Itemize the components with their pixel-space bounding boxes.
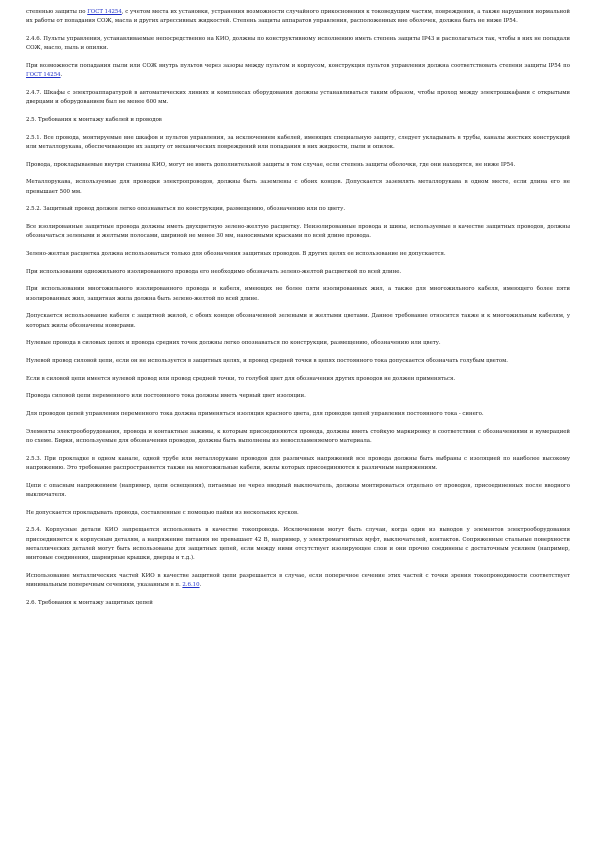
paragraph-text: Цепи с опасным напряжением (например, цепи освещения), питаемые не через вводный выключатель, должны монтироваться отдельно от проводов, присоединенных после вводного выключателя. (26, 482, 570, 498)
paragraph-p21 (26, 482, 570, 501)
paragraph-text: 2.6. Требования к монтажу защитных цепей (26, 599, 153, 606)
paragraph-p1 (26, 35, 570, 54)
paragraph-p22 (26, 509, 570, 518)
paragraph-text: При использовании одножильного изолированного провода его необходимо обозначать зелено-желтой расцветкой по всей длине. (26, 268, 402, 275)
paragraph-text: Зелено-желтая расцветка должна использоваться только для обозначения защитных проводов. В других целях ее использование не допускается. (26, 250, 446, 257)
paragraph-text: 2.5.2. Защитный провод должен легко опознаваться по конструкции, размещению, обозначению или по цвету. (26, 206, 346, 213)
paragraph-p18 (26, 410, 570, 419)
paragraph-text: 2.5. Требования к монтажу кабелей и проводов (26, 116, 162, 123)
paragraph-p5 (26, 134, 570, 153)
paragraph-text: 2.4.6. Пульты управления, устанавливаемые непосредственно на КИО, должны по конструктивному исполнению иметь степень защиты IP43 и располагаться так, чтобы в них не попадали СОЖ, масло, пыль и опилки. (26, 35, 570, 52)
paragraph-p6 (26, 161, 570, 170)
paragraph-text: , с учетом места их установки, устранения возможности случайного прикосновения к токоведущим частям, повреждения, а также нарушения нормальной их работы от попадания СОЖ, масла и других агрессивных жидкостей. Степень защиты аппаратов управления, расположенных вне оболочек, должна быть не ниже IP54. (26, 9, 570, 25)
paragraph-text: Для проводов цепей управления переменного тока должна применяться изоляция красного цвета, для проводов цепей управления постоянного тока - синего. (26, 411, 484, 418)
paragraph-text: 2.5.1. Все провода, монтируемые вне шкафов и пультов управления, за исключением кабелей, имеющих специальную защиту, следует укладывать в трубы, каналы жестких конструкций или металлорукава, обеспечивающие их защиту от механических повреждений или попадания в них жидкости, пыли и опилок. (26, 134, 570, 150)
paragraph-p9 (26, 223, 570, 242)
paragraph-p24 (26, 572, 570, 591)
paragraph-p12 (26, 285, 570, 304)
document-page (26, 8, 570, 617)
paragraph-text: Использование металлических частей КИО в качестве защитной цепи разрешается в случае, если поперечное сечение этих частей с точки зрения токопроводимости соответствует минимальным поперечным сечениям, указанным в п. (26, 572, 570, 589)
paragraph-p3 (26, 89, 570, 108)
paragraph-p2 (26, 62, 570, 81)
paragraph-p11 (26, 268, 570, 277)
paragraph-text: При возможности попадания пыли или СОЖ внутрь пультов через зазоры между пультом и корпусом, конструкция пультов управления должна соответствовать степени защиты IP54 по (26, 62, 570, 69)
paragraph-p7 (26, 178, 570, 197)
paragraph-text: Если в силовой цепи имеется нулевой провод или провод средней точки, то голубой цвет для обозначения других проводов не должен применяться. (26, 375, 456, 382)
paragraph-p25 (26, 599, 570, 608)
paragraph-text: степенью защиты по (26, 9, 88, 15)
paragraph-text: Нулевые провода в силовых цепях и провода средних точек должны легко опознаваться по конструкции, размещению, обозначению или цвету. (26, 340, 441, 347)
paragraph-p14 (26, 339, 570, 348)
reference-link[interactable]: ГОСТ 14254 (87, 9, 122, 15)
paragraph-text: Нулевой провод силовой цепи, если он не используется в защитных целях, и провод средней точки в цепях постоянного тока допускается обозначать голубым цветом. (26, 357, 508, 364)
paragraph-text: Металлорукава, используемые для проводки электропроводов, должны быть заземлены с обоих концов. Допускается заземлять металлорукава в одном месте, если длина его не превышает 500 мм. (26, 179, 570, 195)
paragraph-p4 (26, 116, 570, 125)
paragraph-text: Провода, прокладываемые внутри станины КИО, могут не иметь дополнительной защиты в том случае, если степень защиты оболочки, где они находятся, не ниже IP54. (26, 161, 516, 168)
reference-link[interactable]: ГОСТ 14254 (26, 72, 61, 79)
paragraph-text: Провода силовой цепи переменного или постоянного тока должны иметь черный цвет изоляции. (26, 393, 306, 400)
paragraph-text: 2.4.7. Шкафы с электроаппаратурой в автоматических линиях и комплексах оборудования должны устанавливаться таким образом, чтобы проход между электрошкафами с открытыми дверцами и оборудованием был не менее 600 мм. (26, 89, 570, 106)
paragraph-text: Допускается использование кабеля с защитной жилой, с обоих концов обозначенной зелеными и желтыми цветами. Данное требование относится также и к многожильным кабелям, у которых жилы обозначены номерами. (26, 313, 570, 329)
paragraph-text: При использовании многожильного изолированного провода и кабеля, имеющих не более пяти изолированных жил, а также для многожильного кабеля, имеющего более пяти изолированных жил, защитная жила должна быть зелено-желтой по всей длине. (26, 286, 570, 302)
paragraph-p19 (26, 428, 570, 447)
paragraph-p23 (26, 526, 570, 563)
paragraph-text: Не допускается прокладывать провода, составленные с помощью пайки из нескольких кусков. (26, 509, 299, 516)
paragraph-text: . (199, 582, 202, 589)
paragraph-p10 (26, 250, 570, 259)
paragraph-text: 2.5.4. Корпусные детали КИО запрещается использовать в качестве токопровода. Исключением могут быть случаи, когда один из выводов у элементов электрооборудования присоединяется к корпусным деталям, а напряжение питания не превышает 42 В, например, у электромагнитных муфт, выключателей, контактов. Сопряженные стальные поверхности металлических деталей могут быть использованы для защитных цепей, если между ними отсутствует изолирующее слои и они прочно соединены с достаточным усилием (например, винтовые соединения, шарнирные крышки, дверцы и т.д.). (26, 527, 570, 562)
paragraph-text: . (60, 72, 63, 79)
reference-link[interactable]: 2.6.10 (182, 582, 200, 589)
paragraph-p17 (26, 392, 570, 401)
paragraph-p13 (26, 312, 570, 331)
paragraph-p8 (26, 205, 570, 214)
paragraph-p15 (26, 357, 570, 366)
paragraph-p0 (26, 8, 570, 27)
paragraph-text: 2.5.3. При прокладке в одном канале, одной трубе или металлорукаве проводов для различных напряжений все провода должны быть выбраны с изоляцией по наиболее высокому напряжению. Это требование распространяется также на многожильные кабели, жилы которых присоединяются к различным напряжениям. (26, 455, 570, 472)
paragraph-p20 (26, 455, 570, 474)
paragraph-text: Все изолированные защитные провода должны иметь двухцветную зелено-желтую расцветку. Неизолированные провода и шины, используемые в качестве защитных проводов, должны обозначаться зелеными и желтыми полосами, шириной не менее 30 мм, наносимыми красками по всей длине провода. (26, 223, 570, 240)
paragraph-p16 (26, 375, 570, 384)
paragraph-text: Элементы электрооборудования, провода и контактные зажимы, к которым присоединяются провода, должны иметь стойкую маркировку в соответствии с обозначениями и нумерацией по схеме. Бирки, используемые для обозначения проводов, должны быть выполнены из невоспламеняемого материала. (26, 428, 570, 445)
